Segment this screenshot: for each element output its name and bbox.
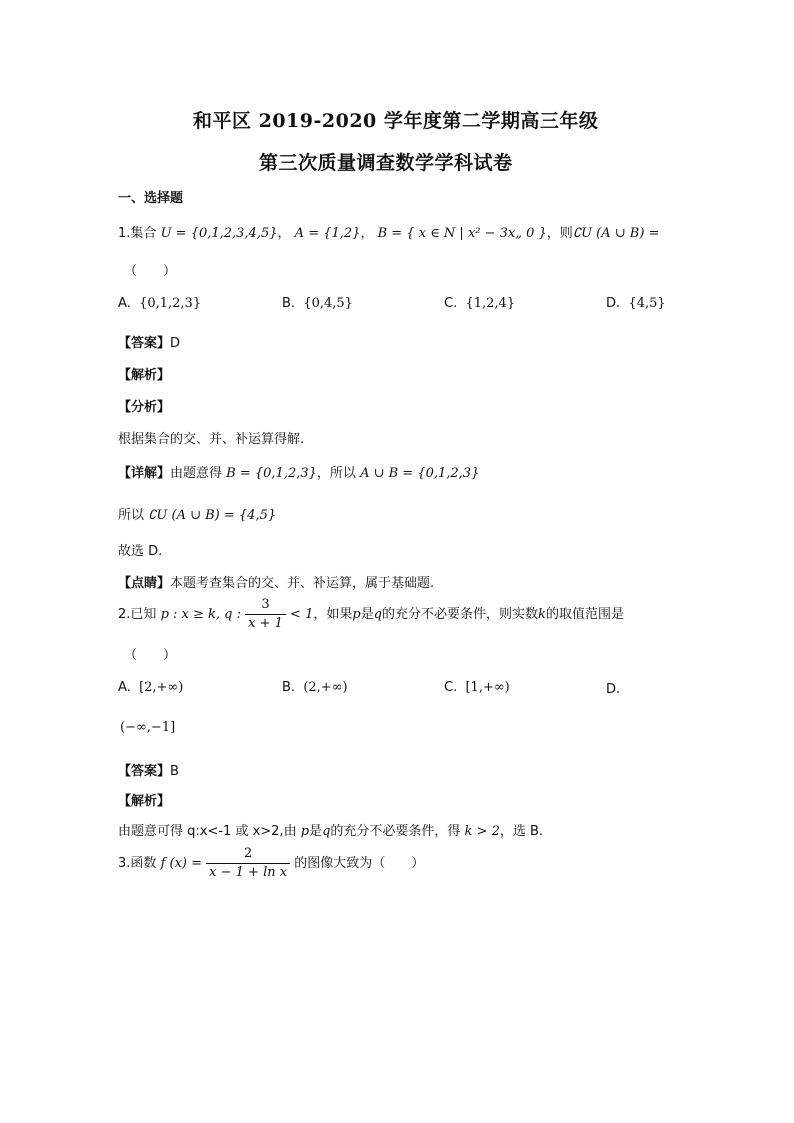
option-b xyxy=(282,296,353,311)
option-value: (2,+∞) xyxy=(303,680,348,695)
answer-paren: （ ） xyxy=(124,648,177,663)
option-value: [1,+∞) xyxy=(465,680,510,695)
option-d-value: (−∞,−1] xyxy=(120,720,176,735)
therefore-text: 所以 xyxy=(118,508,145,523)
stem-text: 集合 xyxy=(130,226,157,241)
stem-text: 是 xyxy=(360,607,374,622)
detail-text: ，所以 xyxy=(316,466,356,481)
option-label: B. xyxy=(282,296,296,311)
option-value: {1,2,4} xyxy=(465,296,516,311)
choice-line: 故选 D. xyxy=(118,544,163,559)
explanation-text: ，选 B. xyxy=(499,824,544,839)
detail-text: 由题意得 xyxy=(170,466,223,481)
option-value: {4,5} xyxy=(628,296,666,311)
explanation-text: 的充分不必要条件，得 xyxy=(330,824,461,839)
fraction-numerator: 3 xyxy=(245,596,286,615)
union-result: A ∪ B = {0,1,2,3} xyxy=(360,466,480,481)
option-c xyxy=(444,680,510,695)
p-q-definition: p : x ≥ k, q : xyxy=(160,607,241,622)
analysis-tag: 【解析】 xyxy=(118,794,171,809)
question-2-stem xyxy=(118,596,624,633)
therefore-line xyxy=(118,504,276,523)
complement-expression: ∁U (A ∪ B) = xyxy=(572,226,660,241)
set-U-expression: U = {0,1,2,3,4,5} xyxy=(160,226,278,241)
answer-line xyxy=(118,332,180,351)
question-number: 1. xyxy=(118,226,131,241)
explanation-line xyxy=(118,820,543,839)
function-expression: f (x) = xyxy=(160,856,203,871)
answer-tag: 【答案】 xyxy=(118,764,171,779)
option-value: {0,1,2,3} xyxy=(139,296,202,311)
separator: ， xyxy=(360,226,374,241)
option-c xyxy=(444,296,515,311)
section-heading: 一、选择题 xyxy=(118,191,184,206)
option-label: C. xyxy=(444,296,458,311)
question-number: 2. xyxy=(118,607,131,622)
set-B-result: B = {0,1,2,3} xyxy=(226,466,317,481)
option-value: {0,4,5} xyxy=(303,296,353,311)
option-label: B. xyxy=(282,680,296,695)
answer-line xyxy=(118,760,179,779)
question-3-stem xyxy=(118,845,424,882)
set-A-expression: A = {1,2} xyxy=(294,226,361,241)
inequality: < 1 xyxy=(290,607,314,622)
explanation-text: 由题意可得 q:x<-1 或 x>2,由 xyxy=(118,824,297,839)
stem-text: ，如果 xyxy=(313,607,353,622)
detail-line xyxy=(118,462,479,481)
var-q: q xyxy=(373,607,383,622)
option-d-label: D. xyxy=(606,682,621,697)
k-inequality: k > 2 xyxy=(464,824,500,839)
fraction-denominator: x + 1 xyxy=(248,616,283,631)
detail-tag: 【详解】 xyxy=(118,466,171,481)
complement-result: ∁U (A ∪ B) = {4,5} xyxy=(148,508,277,523)
fraction-denominator: x − 1 + ln x xyxy=(209,865,288,880)
question-number: 3. xyxy=(118,856,131,871)
var-p: p xyxy=(352,607,361,622)
option-b xyxy=(282,680,348,695)
option-a xyxy=(118,296,201,311)
comment-text: 本题考查集合的交、并、补运算，属于基础题. xyxy=(170,576,435,591)
option-label: D. xyxy=(606,296,621,311)
stem-text: 函数 xyxy=(130,856,157,871)
page-title-line-2: 第三次质量调查数学学科试卷 xyxy=(259,152,513,174)
option-label: C. xyxy=(444,680,458,695)
option-value: [2,+∞) xyxy=(139,680,184,695)
var-p: p xyxy=(300,824,310,839)
reasoning-tag: 【分析】 xyxy=(118,400,171,415)
comment-line xyxy=(118,572,434,591)
option-d xyxy=(606,296,666,311)
answer-value: D xyxy=(170,336,181,351)
answer-paren: （ ） xyxy=(124,264,177,279)
separator: ， xyxy=(277,226,291,241)
analysis-tag: 【解析】 xyxy=(118,368,171,383)
stem-text: 的取值范围是 xyxy=(545,607,624,622)
fraction xyxy=(245,596,286,633)
question-1-stem xyxy=(118,222,659,241)
explanation-text: 是 xyxy=(309,824,323,839)
stem-text: ，则 xyxy=(546,226,573,241)
option-label: A. xyxy=(118,680,131,695)
fraction xyxy=(206,845,290,882)
comment-tag: 【点睛】 xyxy=(118,576,171,591)
var-q: q xyxy=(322,824,331,839)
option-label: A. xyxy=(118,296,131,311)
stem-text: 已知 xyxy=(130,607,157,622)
fraction-numerator: 2 xyxy=(206,845,290,864)
var-k: k xyxy=(538,607,546,622)
reasoning-text: 根据集合的交、并、补运算得解. xyxy=(118,432,305,447)
page-title-line-1: 和平区 2019-2020 学年度第二学期高三年级 xyxy=(193,110,599,132)
stem-text: 的图像大致为（ ） xyxy=(294,856,425,871)
answer-tag: 【答案】 xyxy=(118,336,171,351)
option-a xyxy=(118,680,183,695)
answer-value: B xyxy=(170,764,179,779)
stem-text: 的充分不必要条件，则实数 xyxy=(382,607,539,622)
set-B-expression: B = { x ∈ N | x² − 3x„ 0 } xyxy=(377,226,547,241)
